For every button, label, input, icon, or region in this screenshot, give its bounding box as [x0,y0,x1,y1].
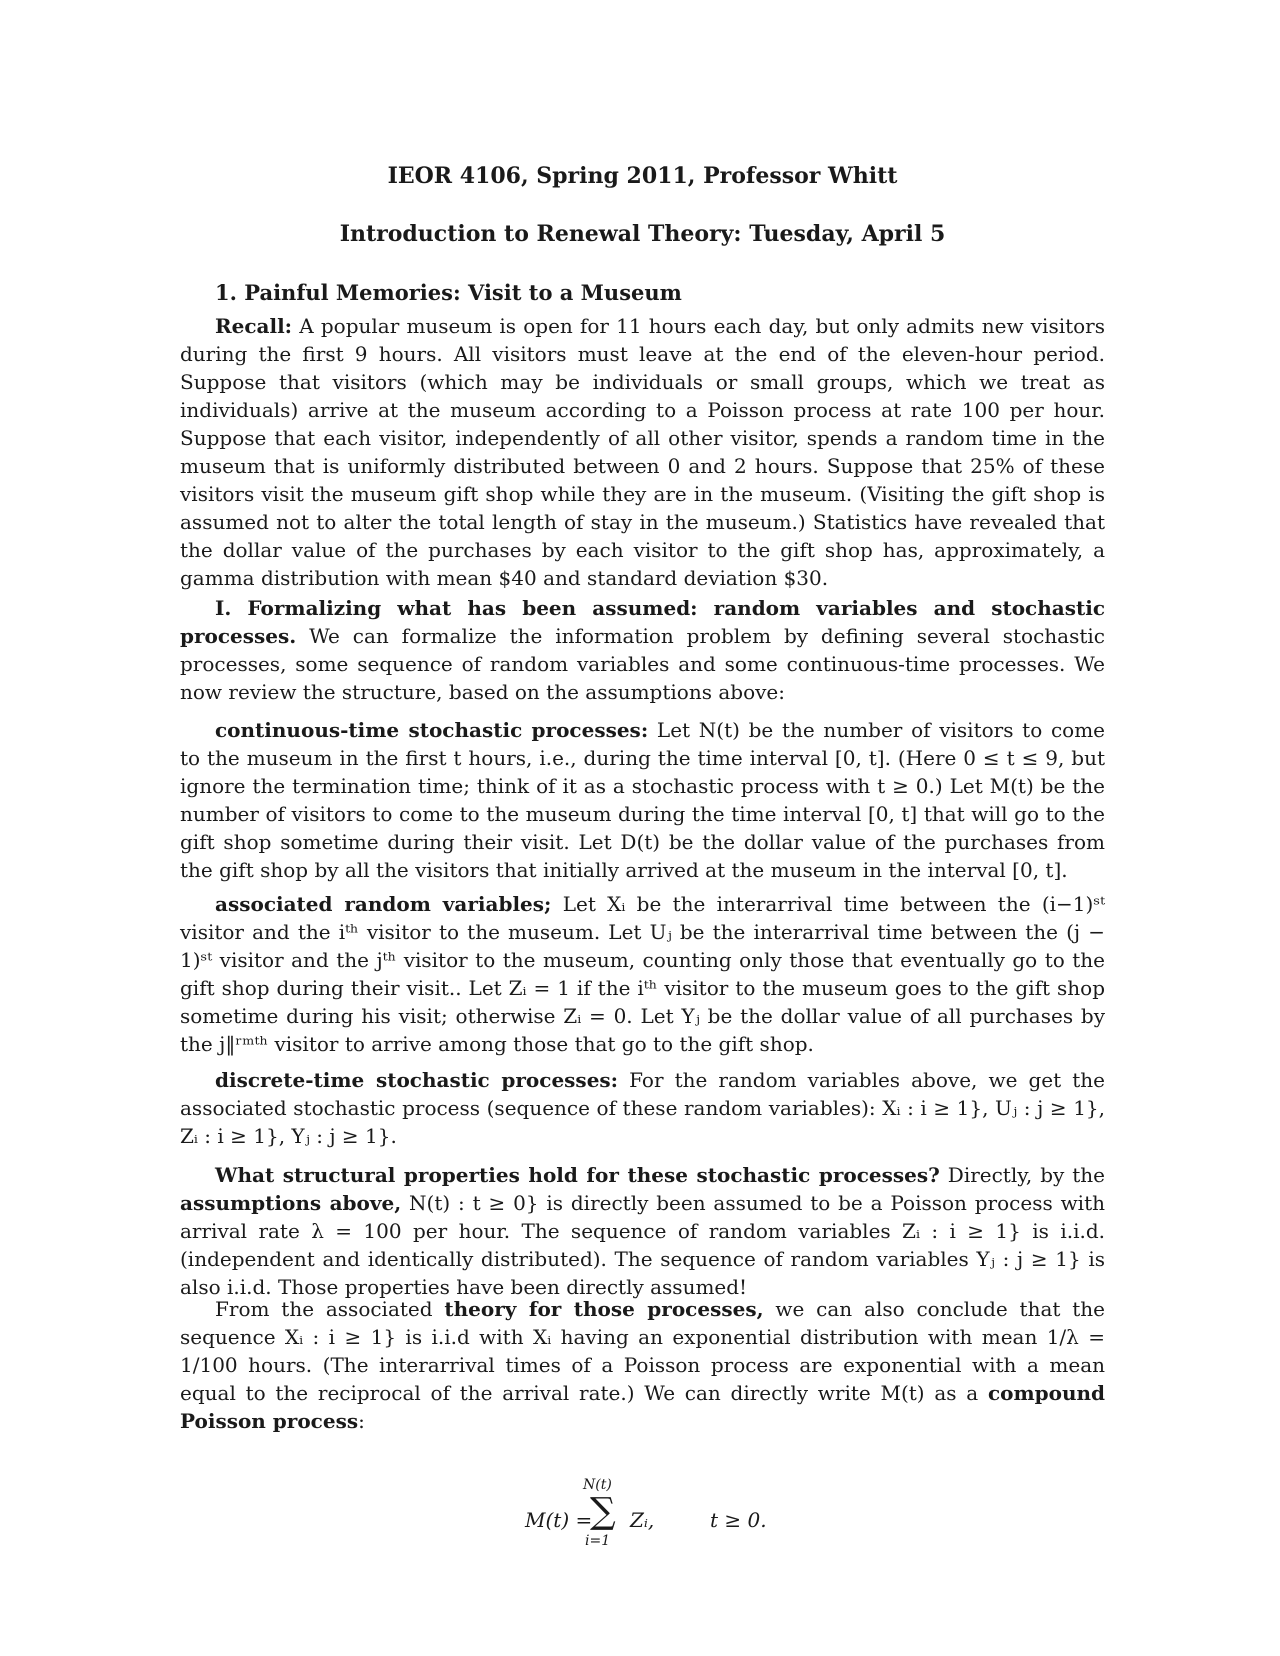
formula-condition: t ≥ 0. [710,1508,767,1532]
continuous-lead: continuous-time stochastic processes: [215,718,649,742]
formula-rhs: Zᵢ, [630,1508,655,1532]
theory-text-c: : [358,1409,365,1433]
theory-text-b: we can also conclude that the sequence Xᵢ : i ≥ 1} is i.i.d with Xᵢ having an exponential distribution with mean 1/λ = 1/100 hours. (The interarrival times of a Poisson process are exponential with a mean equal to the reciprocal of the arrival rate.) We can directly write M(t) as a [180,1297,1106,1405]
discrete-lead: discrete-time stochastic processes: [215,1068,619,1092]
formula-sum-upper: N(t) [583,1477,612,1493]
document-subtitle: Introduction to Renewal Theory: Tuesday, April 5 [339,221,946,247]
document-title: IEOR 4106, Spring 2011, Professor Whitt [387,163,898,189]
formalizing-text: We can formalize the information problem by defining several stochastic processes, some sequence of random variables and some continuous-time processes. We now review the structure, based on the assumptions above: [180,624,1105,704]
summation-symbol: ∑ [590,1491,616,1532]
section-heading: 1. Painful Memories: Visit to a Museum [215,280,682,305]
compound-poisson-formula [180,1478,1105,1558]
structural-lead: What structural properties hold for these stochastic processes? [215,1163,940,1187]
formalizing-paragraph [180,594,1105,706]
structural-text-b: N(t) : t ≥ 0} is directly been assumed to be a Poisson process with arrival rate λ = 100 per hour. The sequence of random variables Zᵢ : i ≥ 1} is i.i.d. (independent and identically distributed). The sequence of random variables Yⱼ : j ≥ 1} is also i.i.d. Those properties have been directly assumed! [180,1191,1105,1299]
associated-lead: associated random variables; [215,892,552,916]
recall-lead: Recall: [215,314,293,338]
theory-text-a: From the associated [215,1297,433,1321]
structural-paragraph [180,1161,1105,1301]
formalizing-lead: I. Formalizing what has been assumed: random variables and stochastic processes. [180,596,1105,648]
structural-text-a: Directly, by the [947,1163,1105,1187]
continuous-paragraph [180,716,1105,884]
associated-text: Let Xᵢ be the interarrival time between the (i−1)ˢᵗ visitor and the iᵗʰ visitor to the museum. Let Uⱼ be the interarrival time between the (j − 1)ˢᵗ visitor and the jᵗʰ visitor to the museum, counting only those that eventually go to the gift shop during their visit.. Let Zᵢ = 1 if the iᵗʰ visitor to the museum goes to the gift shop sometime during his visit; otherwise Zᵢ = 0. Let Yⱼ be the dollar value of all purchases by the j‖ʳᵐᵗʰ visitor to arrive among those that go to the gift shop. [180,892,1105,1056]
recall-paragraph [180,312,1105,592]
discrete-paragraph [180,1066,1105,1150]
structural-bold-a: assumptions above, [180,1191,402,1215]
theory-bold-a: theory for those processes, [444,1297,764,1321]
discrete-text: For the random variables above, we get the associated stochastic process (sequence of these random variables): Xᵢ : i ≥ 1}, Uⱼ : j ≥ 1}, Zᵢ : i ≥ 1}, Yⱼ : j ≥ 1}. [180,1068,1105,1148]
recall-text: A popular museum is open for 11 hours each day, but only admits new visitors during the first 9 hours. All visitors must leave at the end of the eleven-hour period. Suppose that visitors (which may be individuals or small groups, which we treat as individuals) arrive at the museum according to a Poisson process at rate 100 per hour. Suppose that each visitor, independently of all other visitor, spends a random time in the museum that is uniformly distributed between 0 and 2 hours. Suppose that 25% of these visitors visit the museum gift shop while they are in the museum. (Visiting the gift shop is assumed not to alter the total length of stay in the museum.) Statistics have revealed that the dollar value of the purchases by each visitor to the gift shop has, approximately, a gamma distribution with mean $40 and standard deviation $30. [180,314,1106,590]
formula-sum-lower: i=1 [585,1533,611,1549]
formula-lhs: M(t) = [525,1508,593,1532]
associated-paragraph [180,890,1105,1058]
theory-bold-b: compound Poisson process [180,1381,1106,1433]
theory-paragraph [180,1295,1105,1435]
continuous-text: Let N(t) be the number of visitors to come to the museum in the first t hours, i.e., during the time interval [0, t]. (Here 0 ≤ t ≤ 9, but ignore the termination time; think of it as a stochastic process with t ≥ 0.) Let M(t) be the number of visitors to come to the museum during the time interval [0, t] that will go to the gift shop sometime during their visit. Let D(t) be the dollar value of the purchases from the gift shop by all the visitors that initially arrived at the museum in the interval [0, t]. [180,718,1106,882]
